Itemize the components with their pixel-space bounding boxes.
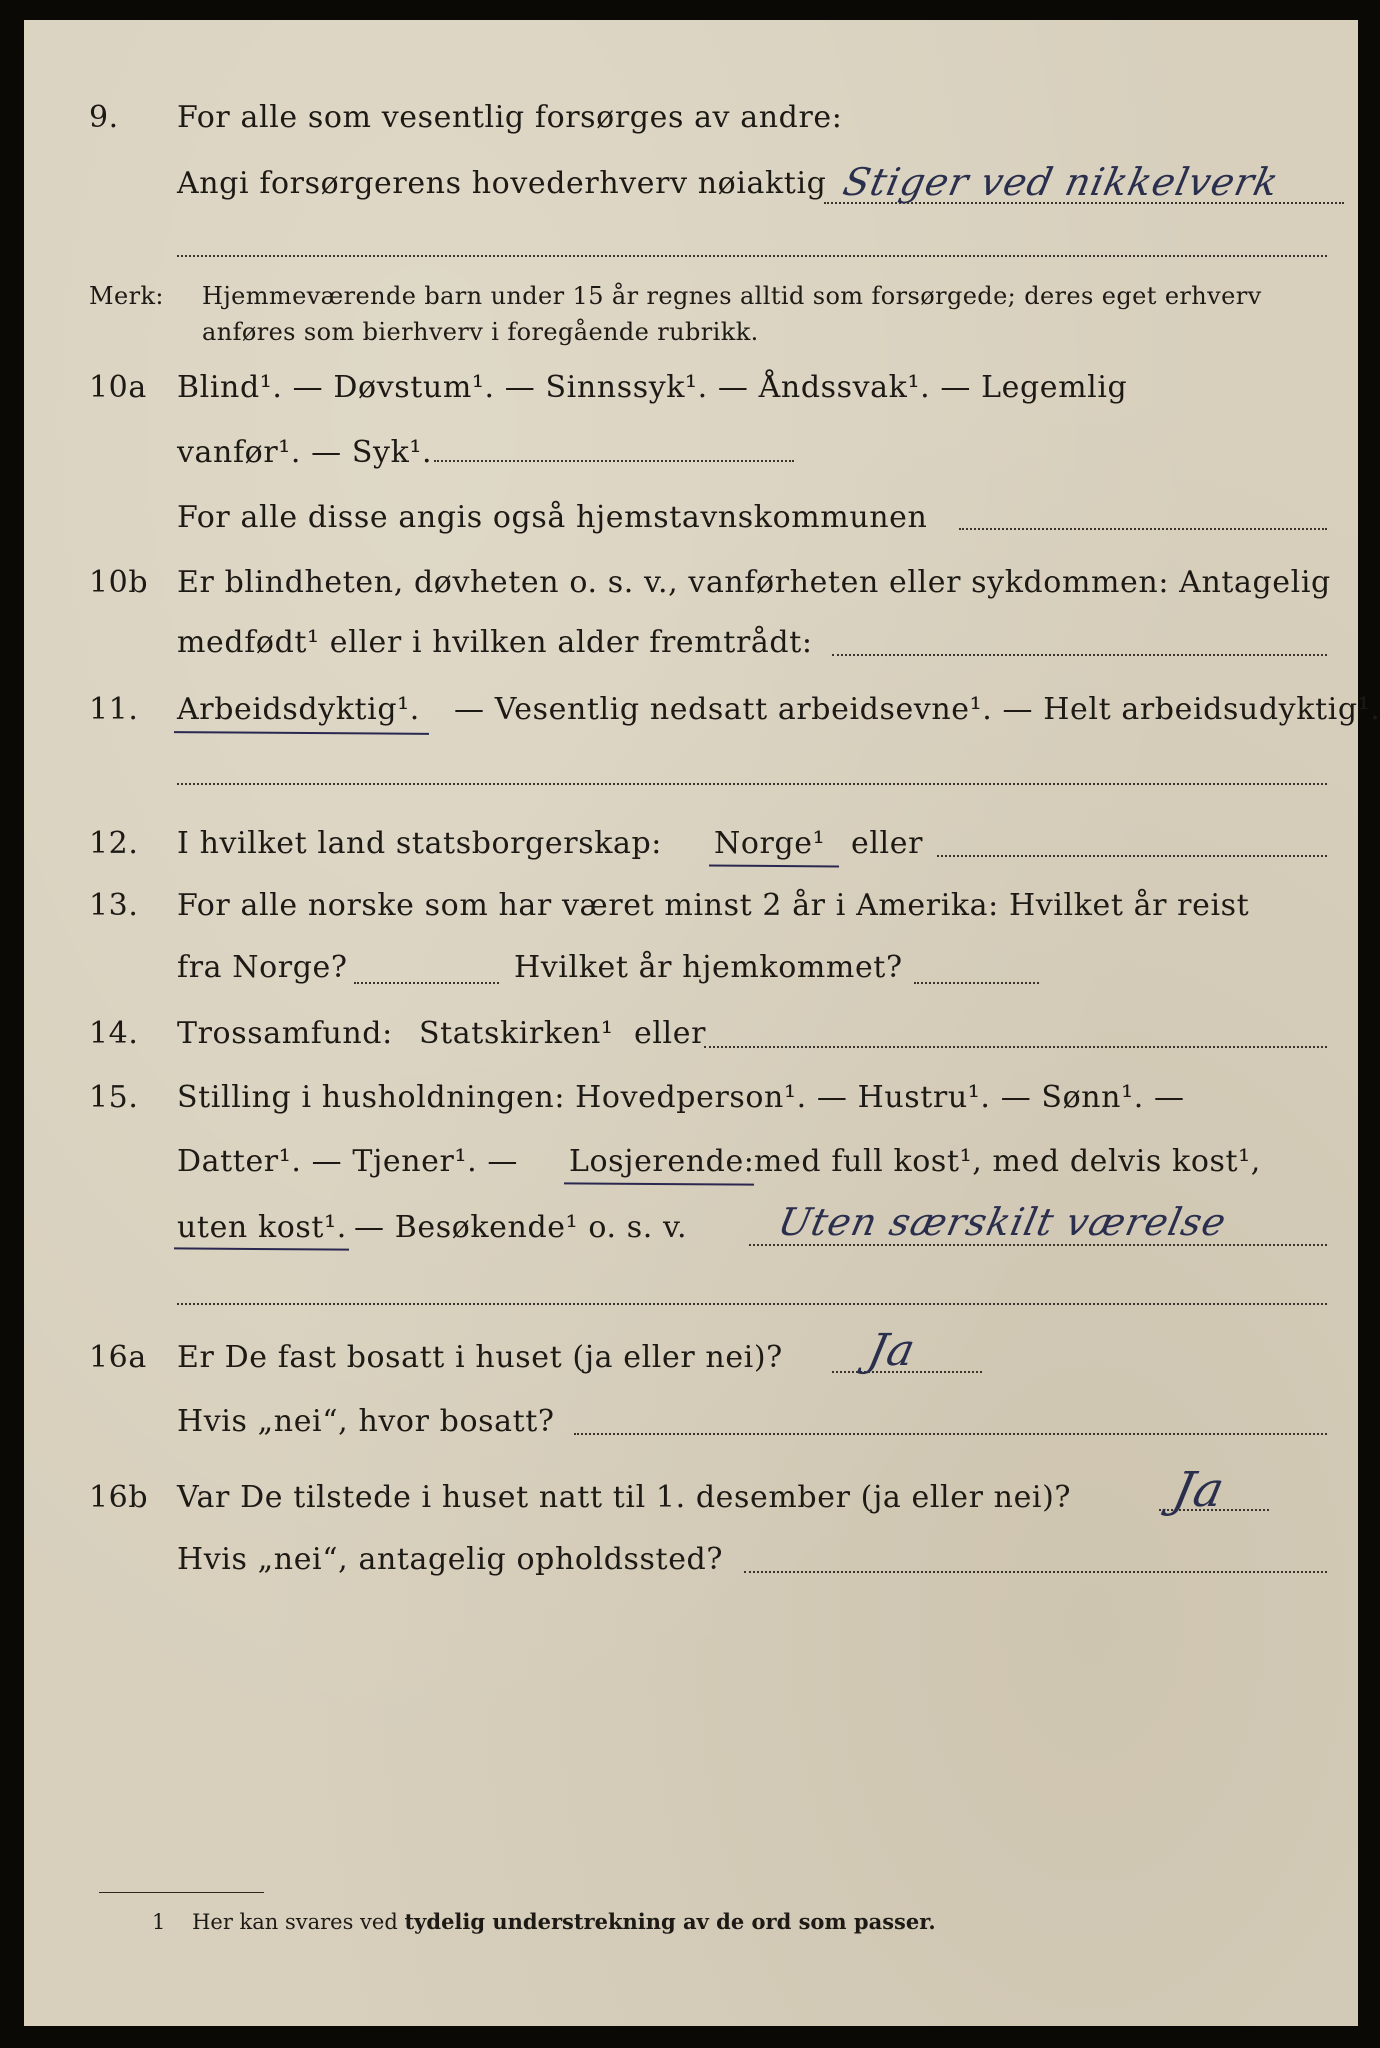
q14-answer-line xyxy=(704,1046,1327,1048)
q10b-question: Er blindheten, døvheten o. s. v., vanførheten eller sykdommen: Antagelig xyxy=(177,565,1331,600)
q9-number: 9. xyxy=(89,100,119,135)
q12-number: 12. xyxy=(89,826,139,861)
q15-losjerende-underline xyxy=(564,1182,754,1185)
q15-extra-line xyxy=(177,1303,1327,1305)
q11-number: 11. xyxy=(89,692,139,727)
q13-return: Hvilket år hjemkommet? xyxy=(514,950,903,985)
q15-opt-uten-kost: uten kost¹. xyxy=(177,1210,347,1245)
q11-underline-mark xyxy=(174,731,429,735)
q12-opt-norge: Norge¹ xyxy=(714,826,826,861)
q9-handwritten-answer: Stiger ved nikkelverk xyxy=(839,160,1284,204)
q10a-number: 10a xyxy=(89,370,147,405)
q15-answer-line xyxy=(749,1244,1327,1246)
q16a-if-no: Hvis „nei“, hvor bosatt? xyxy=(177,1404,555,1439)
q13-departure: fra Norge? xyxy=(177,950,348,985)
q16b-location-line xyxy=(744,1571,1327,1573)
q16a-number: 16a xyxy=(89,1340,147,1375)
q9-question: For alle som vesentlig forsørges av andre: xyxy=(177,100,843,135)
q14-question: Trossamfund: xyxy=(177,1016,393,1051)
q10a-municipality-line xyxy=(959,528,1327,530)
q10b-answer-line xyxy=(832,654,1327,656)
q15-options-c: med full kost¹, med delvis kost¹, xyxy=(754,1144,1261,1179)
q14-number: 14. xyxy=(89,1016,139,1051)
q12-answer-line xyxy=(937,855,1327,857)
q14-opt-statskirken: Statskirken¹ xyxy=(419,1016,614,1051)
q11-extra-line xyxy=(177,783,1327,785)
q16b-number: 16b xyxy=(89,1480,149,1515)
merk-line2: anføres som bierhverv i foregående rubrikk. xyxy=(202,318,759,346)
footnote xyxy=(152,1909,936,1934)
merk-line1: Hjemmeværende barn under 15 år regnes alltid som forsørgede; deres eget erhverv xyxy=(202,282,1262,310)
q16b-question: Var De tilstede i huset natt til 1. desember (ja eller nei)? xyxy=(177,1480,1072,1515)
merk-label: Merk: xyxy=(89,282,164,310)
q15-options-a: Datter¹. — Tjener¹. — xyxy=(177,1144,518,1179)
q10a-home-municipality: For alle disse angis også hjemstavnskommunen xyxy=(177,500,928,535)
q16b-if-no: Hvis „nei“, antagelig opholdssted? xyxy=(177,1542,724,1577)
q15-options-d: — Besøkende¹ o. s. v. xyxy=(354,1210,688,1245)
q13-question: For alle norske som har været minst 2 år i Amerika: Hvilket år reist xyxy=(177,888,1250,923)
q13-number: 13. xyxy=(89,888,139,923)
census-form-page xyxy=(24,20,1380,2026)
q10a-syk-line xyxy=(434,460,794,462)
q12-question: I hvilket land statsborgerskap: xyxy=(177,826,662,861)
footnote-rule xyxy=(99,1892,264,1893)
q9-extra-line xyxy=(177,255,1327,257)
q13-return-line xyxy=(914,982,1039,984)
footnote-mark: 1 xyxy=(152,1910,166,1934)
q14-suffix: eller xyxy=(634,1016,707,1051)
q15-number: 15. xyxy=(89,1080,139,1115)
q13-departure-line xyxy=(354,982,499,984)
footnote-bold-text: tydelig understrekning av de ord som passer. xyxy=(404,1909,936,1934)
q16b-handwritten-answer: Ja xyxy=(1168,1462,1230,1518)
q10a-options-cont: vanfør¹. — Syk¹. xyxy=(177,435,433,470)
q10b-number: 10b xyxy=(89,565,149,600)
q10a-options: Blind¹. — Døvstum¹. — Sinnssyk¹. — Åndssvak¹. — Legemlig xyxy=(177,370,1128,405)
q10b-age: medfødt¹ eller i hvilken alder fremtrådt: xyxy=(177,625,813,660)
q15-opt-losjerende: Losjerende: xyxy=(569,1144,755,1179)
q11-opt-arbeidsdyktig: Arbeidsdyktig¹. xyxy=(177,692,420,727)
footnote-text: Her kan svares ved xyxy=(192,1910,398,1934)
q16a-handwritten-answer: Ja xyxy=(863,1325,921,1376)
q11-other-options: — Vesentlig nedsatt arbeidsevne¹. — Helt arbeidsudyktig¹. xyxy=(454,692,1380,727)
q15-handwritten-answer: Uten særskilt værelse xyxy=(774,1200,1231,1244)
q16a-question: Er De fast bosatt i huset (ja eller nei)? xyxy=(177,1340,783,1375)
q15-question: Stilling i husholdningen: Hovedperson¹. — Hustru¹. — Sønn¹. — xyxy=(177,1080,1185,1115)
q9-occupation-label: Angi forsørgerens hovederhverv nøiaktig xyxy=(177,166,827,201)
q16a-location-line xyxy=(574,1433,1327,1435)
q15-uten-kost-underline xyxy=(174,1247,349,1250)
q12-suffix: eller xyxy=(851,826,924,861)
q12-underline-mark xyxy=(709,865,839,868)
